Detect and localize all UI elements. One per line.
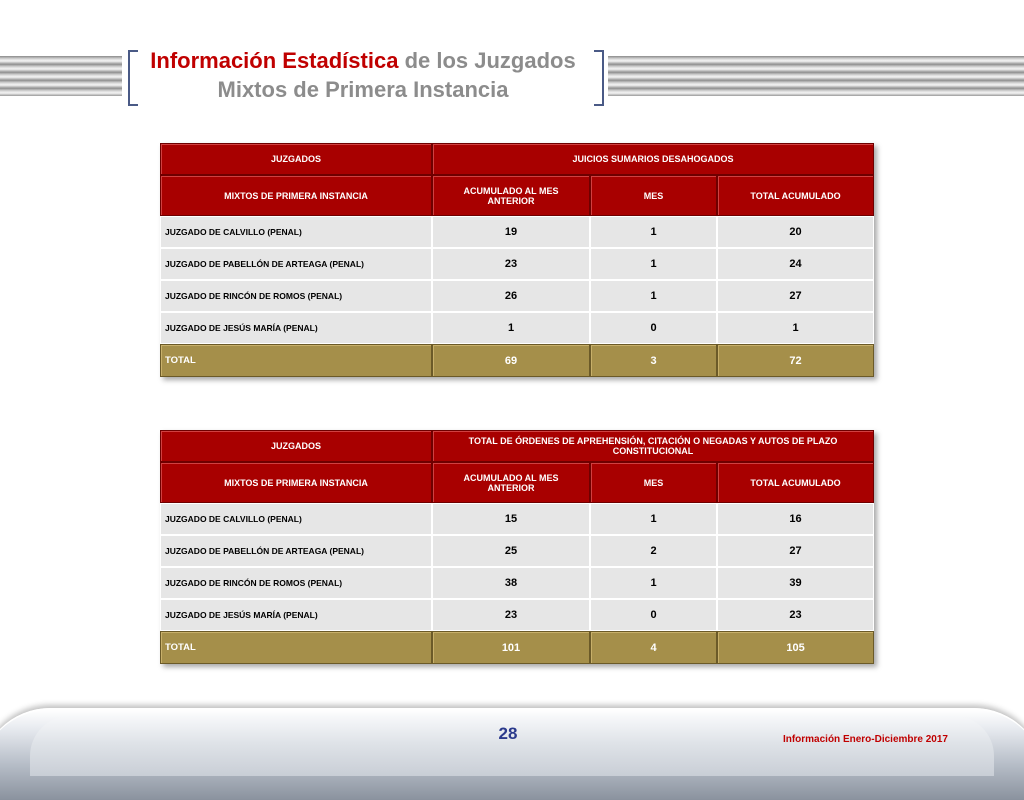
row-acumulado: 23 bbox=[432, 248, 590, 280]
total-row bbox=[160, 344, 874, 377]
row-mes: 1 bbox=[590, 280, 717, 312]
table-header-title: JUICIOS SUMARIOS DESAHOGADOS bbox=[432, 143, 874, 175]
table-ordenes-aprehension bbox=[160, 430, 874, 664]
row-mes: 0 bbox=[590, 599, 717, 631]
row-mes: 1 bbox=[590, 216, 717, 248]
row-acumulado: 38 bbox=[432, 567, 590, 599]
row-total: 20 bbox=[717, 216, 874, 248]
row-total: 39 bbox=[717, 567, 874, 599]
table-row bbox=[160, 535, 874, 567]
col-header-acumulado: ACUMULADO AL MES ANTERIOR bbox=[432, 462, 590, 503]
total-acumulado: 69 bbox=[432, 344, 590, 377]
col-header-mes: MES bbox=[590, 462, 717, 503]
total-acumulado: 101 bbox=[432, 631, 590, 664]
col-header-total: TOTAL ACUMULADO bbox=[717, 462, 874, 503]
table-header-title: TOTAL DE ÓRDENES DE APREHENSIÓN, CITACIÓN O NEGADAS Y AUTOS DE PLAZO CONSTITUCIONAL bbox=[432, 430, 874, 462]
table-subheader-mixtos: MIXTOS DE PRIMERA INSTANCIA bbox=[160, 175, 432, 216]
row-mes: 1 bbox=[590, 248, 717, 280]
row-name: JUZGADO DE RINCÓN DE ROMOS (PENAL) bbox=[160, 280, 432, 312]
table-header-juzgados: JUZGADOS bbox=[160, 430, 432, 462]
row-name: JUZGADO DE JESÚS MARÍA (PENAL) bbox=[160, 312, 432, 344]
row-name: JUZGADO DE JESÚS MARÍA (PENAL) bbox=[160, 599, 432, 631]
row-mes: 1 bbox=[590, 567, 717, 599]
total-row bbox=[160, 631, 874, 664]
row-name: JUZGADO DE RINCÓN DE ROMOS (PENAL) bbox=[160, 567, 432, 599]
row-total: 24 bbox=[717, 248, 874, 280]
row-mes: 1 bbox=[590, 503, 717, 535]
row-acumulado: 19 bbox=[432, 216, 590, 248]
table-row bbox=[160, 312, 874, 344]
table-row bbox=[160, 280, 874, 312]
total-total: 105 bbox=[717, 631, 874, 664]
total-total: 72 bbox=[717, 344, 874, 377]
row-total: 1 bbox=[717, 312, 874, 344]
title-accent: Información Estadística bbox=[150, 48, 399, 73]
col-header-total: TOTAL ACUMULADO bbox=[717, 175, 874, 216]
table-row bbox=[160, 567, 874, 599]
table-row bbox=[160, 248, 874, 280]
row-total: 16 bbox=[717, 503, 874, 535]
page-title bbox=[140, 46, 586, 104]
footer-period-info: Información Enero-Diciembre 2017 bbox=[782, 734, 948, 745]
title-rest: de los Juzgados bbox=[398, 48, 576, 73]
title-bracket-right bbox=[594, 50, 604, 106]
table-subheader-mixtos: MIXTOS DE PRIMERA INSTANCIA bbox=[160, 462, 432, 503]
title-line2: Mixtos de Primera Instancia bbox=[217, 77, 509, 102]
row-acumulado: 25 bbox=[432, 535, 590, 567]
row-mes: 2 bbox=[590, 535, 717, 567]
total-mes: 3 bbox=[590, 344, 717, 377]
table-juicios-sumarios bbox=[160, 143, 874, 377]
row-acumulado: 15 bbox=[432, 503, 590, 535]
row-name: JUZGADO DE PABELLÓN DE ARTEAGA (PENAL) bbox=[160, 248, 432, 280]
row-total: 27 bbox=[717, 280, 874, 312]
title-bracket-left bbox=[128, 50, 138, 106]
header-stripes-right bbox=[608, 56, 1024, 96]
row-acumulado: 23 bbox=[432, 599, 590, 631]
page-number: 28 bbox=[498, 724, 518, 743]
total-mes: 4 bbox=[590, 631, 717, 664]
row-name: JUZGADO DE CALVILLO (PENAL) bbox=[160, 216, 432, 248]
table-row bbox=[160, 503, 874, 535]
row-mes: 0 bbox=[590, 312, 717, 344]
header-stripes-left bbox=[0, 56, 122, 96]
total-label: TOTAL bbox=[160, 631, 432, 664]
total-label: TOTAL bbox=[160, 344, 432, 377]
row-total: 27 bbox=[717, 535, 874, 567]
row-total: 23 bbox=[717, 599, 874, 631]
col-header-mes: MES bbox=[590, 175, 717, 216]
col-header-acumulado: ACUMULADO AL MES ANTERIOR bbox=[432, 175, 590, 216]
table-row bbox=[160, 216, 874, 248]
row-acumulado: 26 bbox=[432, 280, 590, 312]
row-name: JUZGADO DE CALVILLO (PENAL) bbox=[160, 503, 432, 535]
row-acumulado: 1 bbox=[432, 312, 590, 344]
row-name: JUZGADO DE PABELLÓN DE ARTEAGA (PENAL) bbox=[160, 535, 432, 567]
table-header-juzgados: JUZGADOS bbox=[160, 143, 432, 175]
table-row bbox=[160, 599, 874, 631]
